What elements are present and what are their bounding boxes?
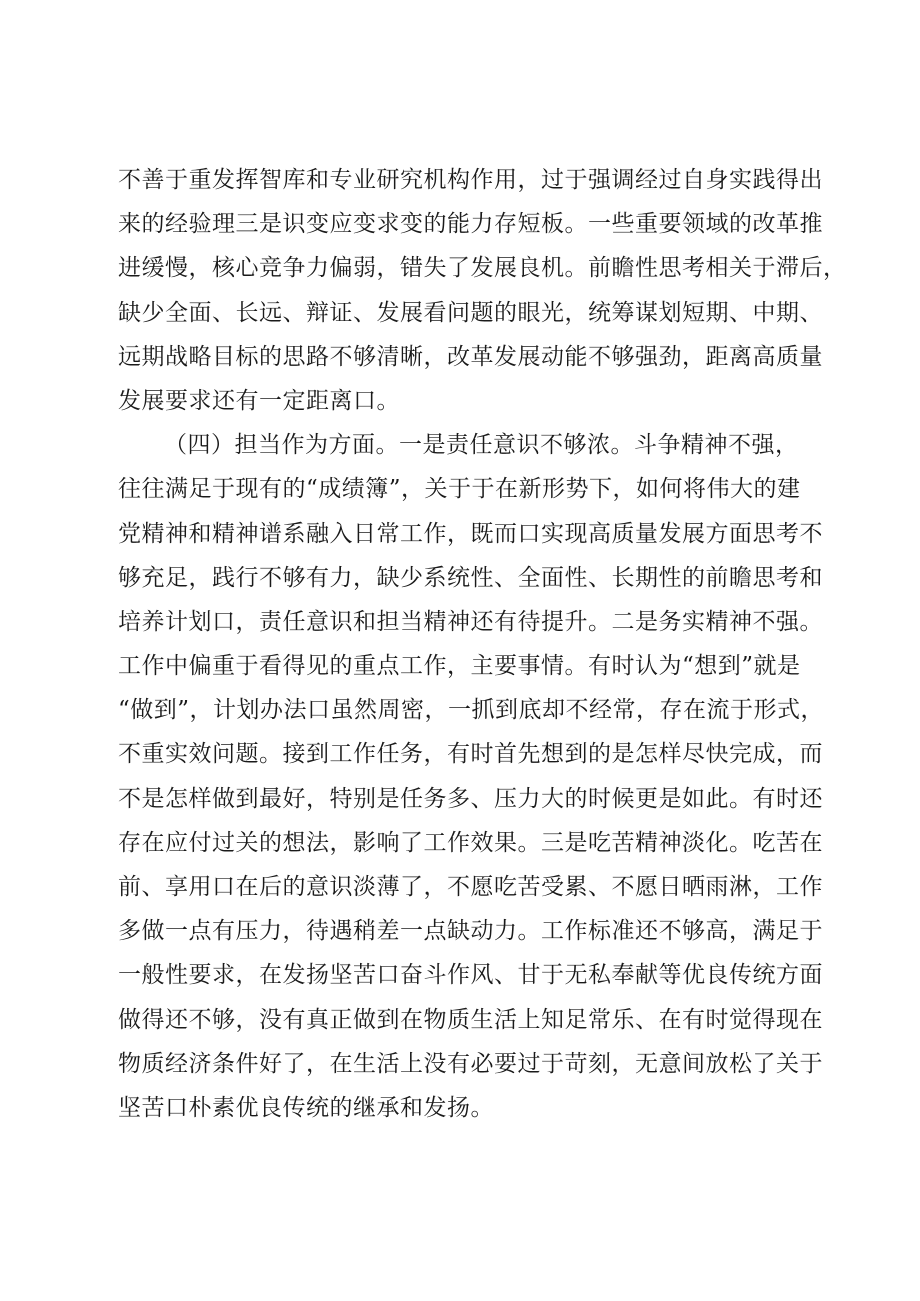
text-line: 不是怎样做到最好，特别是任务多、压力大的时候更是如此。有时还 — [118, 785, 823, 812]
text-line: 物质经济条件好了，在生活上没有必要过于苛刻，无意间放松了关于 — [118, 1050, 823, 1077]
text-line: 够充足，践行不够有力，缺少系统性、全面性、长期性的前瞻思考和 — [118, 564, 823, 591]
section-heading-line: （四）担当作为方面。一是责任意识不够浓。斗争精神不强， — [164, 432, 799, 459]
text-line: 一般性要求，在发扬坚苦口奋斗作风、甘于无私奉献等优良传统方面 — [118, 962, 823, 989]
text-line: 来的经验理三是识变应变求变的能力存短板。一些重要领域的改革推 — [118, 211, 823, 238]
text-line: 党精神和精神谱系融入日常工作，既而口实现高质量发展方面思考不 — [118, 520, 823, 547]
text-line: 多做一点有压力，待遇稍差一点缺动力。工作标准还不够高，满足于 — [118, 918, 823, 945]
text-line: 发展要求还有一定距离口。 — [118, 387, 400, 414]
text-line: 做得还不够，没有真正做到在物质生活上知足常乐、在有时觉得现在 — [118, 1006, 823, 1033]
text-line: 不重实效问题。接到工作任务，有时首先想到的是怎样尽快完成，而 — [118, 741, 823, 768]
text-line: 坚苦口朴素优良传统的继承和发扬。 — [118, 1094, 494, 1121]
text-line: 往往满足于现有的“成绩簿”，关于于在新形势下，如何将伟大的建 — [118, 476, 801, 503]
text-line: 前、享用口在后的意识淡薄了，不愿吃苦受累、不愿日晒雨淋，工作 — [118, 874, 823, 900]
text-line: 缺少全面、长远、辩证、发展看问题的眼光，统筹谋划短期、中期、 — [118, 299, 823, 326]
body-text — [118, 158, 847, 1130]
text-line: “做到”，计划办法口虽然周密，一抓到底却不经常，存在流于形式， — [118, 697, 825, 724]
text-line: 工作中偏重于看得见的重点工作，主要事情。有时认为“想到”就是 — [118, 653, 801, 680]
text-line: 培养计划口，责任意识和担当精神还有待提升。二是务实精神不强。 — [118, 608, 823, 635]
text-line: 不善于重发挥智库和专业研究机构作用，过于强调经过自身实践得出 — [118, 167, 823, 193]
text-line: 存在应付过关的想法，影响了工作效果。三是吃苦精神淡化。吃苦在 — [118, 829, 823, 856]
text-line: 进缓慢，核心竞争力偏弱，错失了发展良机。前瞻性思考相关于滞后， — [118, 255, 847, 282]
text-line: 远期战略目标的思路不够清晰，改革发展动能不够强劲，距离高质量 — [118, 343, 823, 370]
